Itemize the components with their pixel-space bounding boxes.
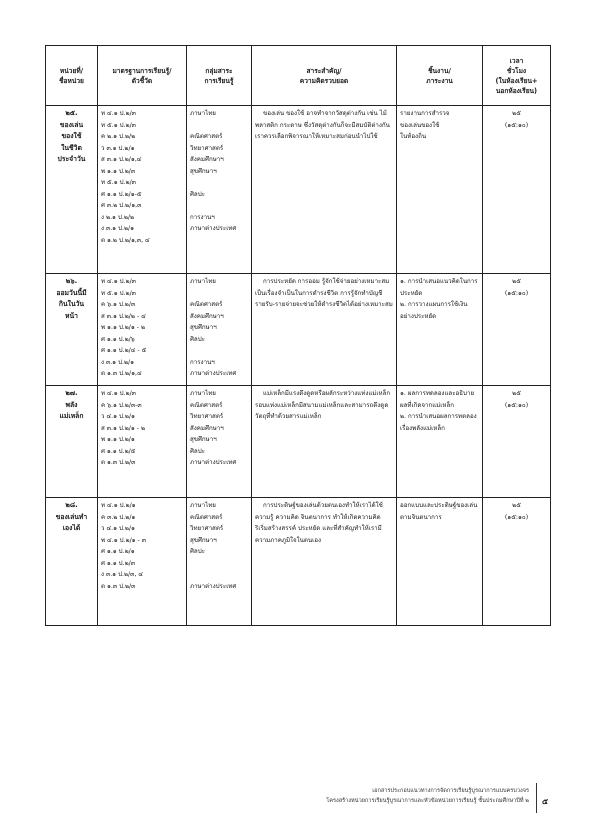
standard-code: ท ๔.๑ ป.๒/๓	[101, 278, 136, 285]
table-row	[46, 106, 551, 274]
learning-area: ภาษาต่างประเทศ	[190, 370, 237, 377]
unit-name-line: ๒๘.	[65, 501, 78, 509]
standard-code: ศ ๑.๑ ป.๒/๔ - ๕	[101, 347, 147, 354]
time-value: (๑๕:๑๐)	[504, 121, 529, 129]
standard-code: ค ๖.๑ ป.๒/๓	[101, 301, 136, 308]
standards-cell	[98, 386, 187, 498]
standard-code: พ ๑.๑ ป.๒/๑ - ๒	[101, 324, 146, 331]
work-item: รายงานการสำรวจ	[400, 110, 450, 117]
footer-line-1: เอกสารประกอบแนวทางการจัดการเรียนรู้บูรณาการแบบครบวงจร	[372, 788, 529, 794]
learning-area	[190, 569, 248, 581]
learning-area: ภาษาไทย	[190, 390, 216, 397]
unit-name-line: ของเล่น	[59, 120, 84, 129]
learning-area: สังคมศึกษาฯ	[190, 312, 224, 320]
standard-code: ส ๓.๑ ป.๒/๑ - ๒	[101, 424, 146, 432]
learning-area: สุขศึกษาฯ	[190, 167, 217, 175]
learning-area: ศิลปะ	[190, 447, 205, 455]
standard-code: ศ ๑.๑ ป.๒/๑-๕	[101, 190, 142, 198]
standard-code: ส ๓.๑ ป.๒/๑,๔	[101, 156, 142, 163]
work-cell	[397, 274, 483, 386]
standard-code: ง ๓.๑ ป.๒/๑	[101, 358, 135, 366]
time-value: ๒๕	[512, 278, 521, 285]
learning-area: สุขศึกษาฯ	[190, 324, 217, 331]
learning-areas-cell	[187, 106, 252, 274]
unit-name-cell	[46, 274, 98, 386]
work-item: ๒. การนำเสนอผลการทดลองเรื่องพลังแม่เหล็ก	[400, 413, 477, 432]
unit-name-line: ของเล่นทำ	[55, 512, 88, 521]
unit-name-line: หน้า	[65, 311, 78, 320]
header-unit: หน่วยที่/ ชื่อหน่วย	[46, 46, 98, 106]
header-learning-areas: กลุ่มสาระ การเรียนรู้	[187, 46, 252, 106]
time-value: ๒๕	[512, 502, 521, 509]
work-item: ๑. ผลการทดลองและอธิบายผลที่เกิดจากแม่เหล็ก	[400, 390, 475, 409]
standards-cell	[98, 274, 187, 386]
learning-area: สังคมศึกษาฯ	[190, 424, 224, 432]
learning-area: วิทยาศาสตร์	[190, 525, 224, 532]
table-row	[46, 274, 551, 386]
learning-area: ศิลปะ	[190, 548, 205, 555]
learning-areas-cell	[187, 498, 252, 626]
learning-area	[190, 177, 248, 189]
unit-name-cell	[46, 106, 98, 274]
table-body	[46, 106, 551, 626]
standard-code: ว ๔.๑ ป.๒/๑	[101, 413, 135, 420]
standard-code: ท ๕.๑ ป.๒/๓	[101, 289, 136, 297]
time-cell	[483, 386, 551, 498]
learning-area: การงานฯ	[190, 358, 215, 366]
learning-area	[190, 288, 248, 300]
standard-code: ท ๕.๑ ป.๒/๓	[101, 121, 136, 129]
unit-name-line: ๒๗.	[65, 389, 78, 397]
unit-name-line: พลัง	[65, 400, 78, 409]
standards-cell	[98, 498, 187, 626]
work-cell	[397, 498, 483, 626]
content-cell	[252, 106, 397, 274]
standard-code: ศ ๑.๑ ป.๒/๓	[101, 559, 135, 567]
standard-code: ค ๒.๑ ป.๒/๒	[101, 133, 136, 140]
standard-code: ท ๔.๑ ป.๒/๓	[101, 390, 136, 397]
content-cell	[252, 386, 397, 498]
standard-code: ศ ๑.๑ ป.๒/๑	[101, 548, 135, 555]
content-text: การประหยัด การออม รู้จักใช้จ่ายอย่างเหมาะสมเป็นเรื่องจำเป็นในการดำรงชีวิต การรู้จักทำบัญชีรายรับ-รายจ่ายจะช่วยให้ดำรงชีวิตได้อย่างเหมาะสม	[255, 278, 393, 308]
time-value: ๒๕	[512, 390, 521, 397]
work-item: ๑. การนำเสนอแนวคิดในการประหยัด	[400, 278, 478, 297]
learning-area: ภาษาต่างประเทศ	[190, 459, 237, 466]
time-cell	[483, 498, 551, 626]
header-standards: มาตรฐานการเรียนรู้/ ตัวชี้วัด	[98, 46, 187, 106]
learning-area: ภาษาไทย	[190, 110, 216, 117]
learning-area: คณิตศาสตร์	[190, 301, 223, 308]
unit-name-line: ออมวันนี้มี	[56, 288, 87, 297]
table-header-row	[46, 46, 551, 106]
learning-areas-cell	[187, 274, 252, 386]
unit-name-line: ในชีวิต	[61, 143, 82, 152]
standard-code: ส ๓.๑ ป.๒/๒ - ๔	[101, 312, 146, 320]
time-value: (๑๕:๑๐)	[504, 513, 529, 521]
standard-code: ค ๓.๒ ป.๒/๑	[101, 513, 136, 521]
content-cell	[252, 498, 397, 626]
content-cell	[252, 274, 397, 386]
learning-area	[190, 345, 248, 357]
time-value: (๑๕:๑๐)	[504, 289, 529, 297]
learning-area: สุขศึกษาฯ	[190, 436, 217, 443]
page-number: ๕	[542, 797, 549, 806]
learning-units-table	[45, 45, 551, 626]
standard-code: ท ๕.๑ ป.๒/๓	[101, 179, 136, 186]
standard-code: พ ๔.๑ ป.๒/๑ - ๓	[101, 536, 146, 544]
learning-area: ภาษาไทย	[190, 278, 216, 285]
learning-area: สังคมศึกษาฯ	[190, 156, 224, 163]
standard-code: ท ๔.๑ ป.๒/๑	[101, 502, 136, 509]
unit-name-line: ๒๕.	[65, 109, 78, 117]
learning-area: คณิตศาสตร์	[190, 401, 223, 409]
standard-code: ง ๒.๑ ป.๒/๒	[101, 213, 135, 221]
work-item: ของเล่นของใช้	[400, 121, 440, 129]
standards-cell	[98, 106, 187, 274]
standard-code: พ ๑.๑ ป.๒/๓	[101, 167, 136, 175]
unit-name-cell	[46, 386, 98, 498]
table-row	[46, 498, 551, 626]
unit-name-line: ของใช้	[61, 132, 82, 140]
standard-code: ศ ๑.๑ ป.๒/๖	[101, 335, 135, 343]
standard-code: ง ๓.๑ ป.๒/๓, ๔	[101, 571, 143, 578]
unit-name-line: ประจำวัน	[57, 155, 86, 163]
time-value: ๒๕	[512, 110, 521, 117]
learning-area	[190, 558, 248, 570]
learning-area	[190, 200, 248, 212]
learning-area	[190, 120, 248, 132]
work-cell	[397, 106, 483, 274]
work-item: ออกแบบและประดิษฐ์ของเล่นตามจินตนาการ	[400, 502, 478, 521]
unit-name-line: กินในวัน	[58, 300, 85, 308]
standard-code: ว ๓.๑ ป.๒/๑	[101, 144, 135, 152]
header-content: สาระสำคัญ/ ความคิดรวบยอด	[252, 46, 397, 106]
learning-area: ศิลปะ	[190, 335, 205, 343]
learning-areas-cell	[187, 386, 252, 498]
learning-area: ศิลปะ	[190, 190, 205, 198]
standard-code: พ ๑.๑ ป.๒/๑	[101, 436, 135, 443]
standard-code: ค ๖.๑ ป.๒/๓-๓	[101, 401, 142, 409]
standard-code: ศ ๑.๑ ป.๒/๕	[101, 447, 136, 455]
learning-area: ภาษาไทย	[190, 502, 216, 509]
time-value: (๑๕:๑๐)	[504, 401, 529, 409]
page-footer	[326, 786, 529, 806]
unit-name-cell	[46, 498, 98, 626]
learning-area: คณิตศาสตร์	[190, 133, 223, 140]
standard-code: ศ ๓.๒ ป.๒/๑,๓	[101, 202, 142, 209]
standard-code: ต ๑.๓ ป.๒/๓	[101, 582, 136, 590]
learning-area: ภาษาต่างประเทศ	[190, 582, 237, 590]
unit-name-line: เองได้	[62, 524, 81, 532]
unit-name-line: ๒๖.	[65, 277, 78, 285]
standard-code: ง ๓.๑ ป.๒/๑	[101, 225, 135, 232]
header-time: เวลา ชั่วโมง (ในห้องเรียน+ นอกห้องเรียน)	[483, 46, 551, 106]
time-cell	[483, 274, 551, 386]
header-work: ชิ้นงาน/ ภาระงาน	[397, 46, 483, 106]
work-cell	[397, 386, 483, 498]
work-item: ๒. การวางแผนการใช้เงินอย่างประหยัด	[400, 301, 468, 320]
table-row	[46, 386, 551, 498]
learning-area: การงานฯ	[190, 213, 215, 221]
footer-divider	[536, 783, 537, 813]
content-text: การประดิษฐ์ของเล่นด้วยตนเองทำให้เราได้ใช้ความรู้ ความคิด จินตนาการ ทำให้เกิดความคิดริเริ่มสร้างสรรค์ ประหยัด และที่สำคัญทำให้เรามีความภาคภูมิใจในตนเอง	[255, 502, 383, 544]
content-text: ของเล่น ของใช้ อาจทำจากวัสดุต่างกัน เช่น ไม้ พลาสติก กระดาษ ซึ่งวัสดุต่างกันก็จะมีสมบัติต่างกัน เราควรเลือกพิจารณาให้เหมาะสมก่อนนำไปใช้	[255, 110, 390, 140]
learning-area: วิทยาศาสตร์	[190, 144, 224, 152]
learning-area: คณิตศาสตร์	[190, 513, 223, 521]
standard-code: ท ๔.๑ ป.๒/๓	[101, 110, 136, 117]
standard-code: ต ๑.๒ ป.๒/๑,๓, ๔	[101, 236, 150, 244]
time-cell	[483, 106, 551, 274]
learning-area: วิทยาศาสตร์	[190, 413, 224, 420]
work-item: ในท้องถิ่น	[400, 133, 427, 140]
learning-area: ภาษาต่างประเทศ	[190, 225, 237, 232]
content-text: แม่เหล็กมีแรงดึงดูดหรือผลักระหว่างแท่งแม่เหล็ก รอบแท่งแม่เหล็กมีสนามแม่เหล็กและสามารถดึงดูดวัตถุที่ทำด้วยสารแม่เหล็ก	[255, 390, 391, 420]
standard-code: ว ๔.๑ ป.๒/๑	[101, 525, 135, 532]
learning-area: สุขศึกษาฯ	[190, 536, 217, 544]
standard-code: ต ๑.๓ ป.๒/๑,๔	[101, 370, 142, 377]
standard-code: ต ๑.๓ ป.๒/๓	[101, 459, 136, 466]
footer-line-2: โครงสร้างหน่วยการเรียนรู้บูรณาการและหัวข้อหน่วยการเรียนรู้ ชั้นประถมศึกษาปีที่ ๒	[326, 798, 529, 804]
unit-name-line: แม่เหล็ก	[59, 412, 84, 420]
